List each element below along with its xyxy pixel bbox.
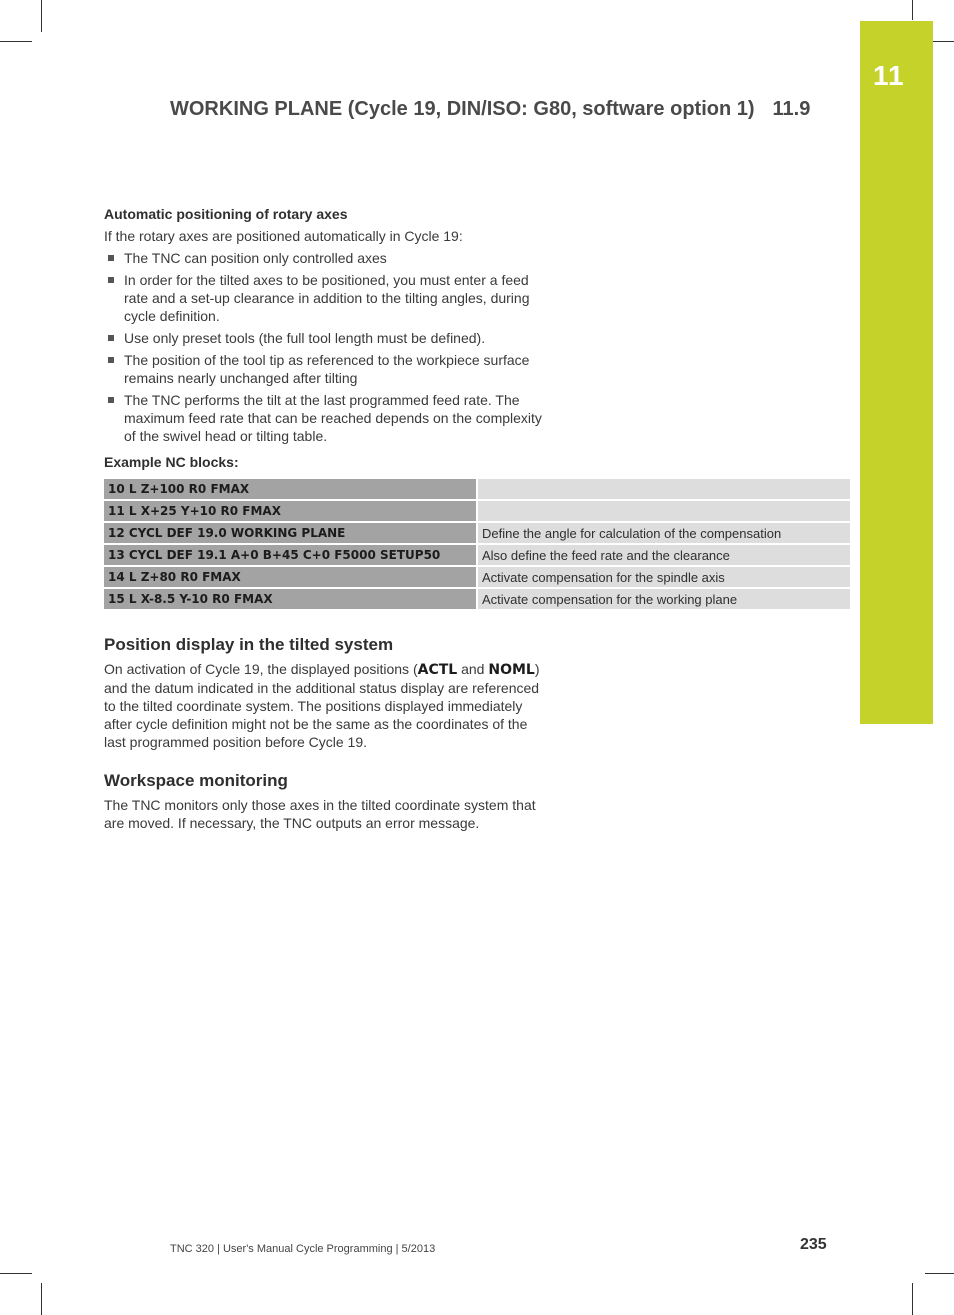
workspace-text: The TNC monitors only those axes in the tilted coordinate system that are moved. If necessary, the TNC outputs an error message. bbox=[104, 797, 536, 831]
table-row bbox=[104, 589, 850, 609]
list-item: In order for the tilted axes to be positioned, you must enter a feed rate and a set-up clearance in addition to the tilting angles, during cycle definition. bbox=[104, 271, 544, 325]
nc-desc-cell: Also define the feed rate and the clearance bbox=[478, 545, 850, 565]
crop-mark bbox=[0, 41, 32, 42]
nc-code-cell: 10 L Z+100 R0 FMAX bbox=[104, 479, 478, 499]
nc-code-cell: 12 CYCL DEF 19.0 WORKING PLANE bbox=[104, 523, 478, 543]
table-row bbox=[104, 567, 850, 587]
table-row bbox=[104, 501, 850, 521]
page-number: 235 bbox=[800, 1236, 827, 1253]
text-run: On activation of Cycle 19, the displayed positions ( bbox=[104, 661, 418, 677]
nc-desc-cell: Define the angle for calculation of the compensation bbox=[478, 523, 850, 543]
crop-mark bbox=[912, 1283, 913, 1315]
nc-code-cell: 14 L Z+80 R0 FMAX bbox=[104, 567, 478, 587]
crop-mark bbox=[41, 0, 42, 32]
nc-code-cell: 11 L X+25 Y+10 R0 FMAX bbox=[104, 501, 478, 521]
actl-term: ACTL bbox=[417, 662, 458, 678]
list-item: The position of the tool tip as referenced to the workpiece surface remains nearly unchanged after tilting bbox=[104, 351, 544, 387]
page-header bbox=[170, 98, 830, 121]
nc-code-cell: 13 CYCL DEF 19.1 A+0 B+45 C+0 F5000 SETUP50 bbox=[104, 545, 478, 565]
nc-blocks-table bbox=[104, 477, 850, 611]
list-item: The TNC can position only controlled axes bbox=[104, 249, 544, 267]
nc-desc-cell bbox=[478, 479, 850, 499]
bullet-list bbox=[104, 249, 544, 445]
header-title: WORKING PLANE (Cycle 19, DIN/ISO: G80, software option 1) bbox=[170, 98, 755, 120]
noml-term: NOML bbox=[488, 662, 535, 678]
auto-positioning-section bbox=[104, 205, 544, 471]
nc-desc-cell: Activate compensation for the working plane bbox=[478, 589, 850, 609]
table-row bbox=[104, 479, 850, 499]
footer-text: TNC 320 | User's Manual Cycle Programming | 5/2013 bbox=[170, 1243, 436, 1255]
position-display-text bbox=[104, 660, 544, 751]
auto-positioning-heading: Automatic positioning of rotary axes bbox=[104, 206, 348, 222]
nc-desc-cell bbox=[478, 501, 850, 521]
header-section-number: 11.9 bbox=[772, 98, 811, 120]
text-run: ) and the datum indicated in the additional status display are referenced to the tilted coordinate system. The positions displayed immediately after cycle definition might not be the same as the coordinates of the last programmed position before Cycle 19. bbox=[104, 661, 540, 750]
crop-mark bbox=[925, 1273, 954, 1274]
table-row bbox=[104, 523, 850, 543]
nc-code-cell: 15 L X-8.5 Y-10 R0 FMAX bbox=[104, 589, 478, 609]
table-row bbox=[104, 545, 850, 565]
list-item: Use only preset tools (the full tool length must be defined). bbox=[104, 329, 544, 347]
nc-desc-cell: Activate compensation for the spindle axis bbox=[478, 567, 850, 587]
chapter-tab bbox=[860, 21, 933, 724]
workspace-heading: Workspace monitoring bbox=[104, 771, 288, 790]
position-display-heading: Position display in the tilted system bbox=[104, 635, 394, 654]
crop-mark bbox=[41, 1283, 42, 1315]
auto-positioning-intro: If the rotary axes are positioned automatically in Cycle 19: bbox=[104, 228, 463, 244]
list-item: The TNC performs the tilt at the last programmed feed rate. The maximum feed rate that can be reached depends on the complexity of the swivel head or tilting table. bbox=[104, 391, 544, 445]
crop-mark bbox=[0, 1273, 32, 1274]
chapter-number: 11 bbox=[873, 60, 905, 91]
example-label: Example NC blocks: bbox=[104, 454, 239, 470]
workspace-section bbox=[104, 772, 544, 832]
crop-mark bbox=[912, 0, 913, 20]
text-run: and bbox=[457, 661, 489, 677]
position-display-section bbox=[104, 636, 544, 751]
